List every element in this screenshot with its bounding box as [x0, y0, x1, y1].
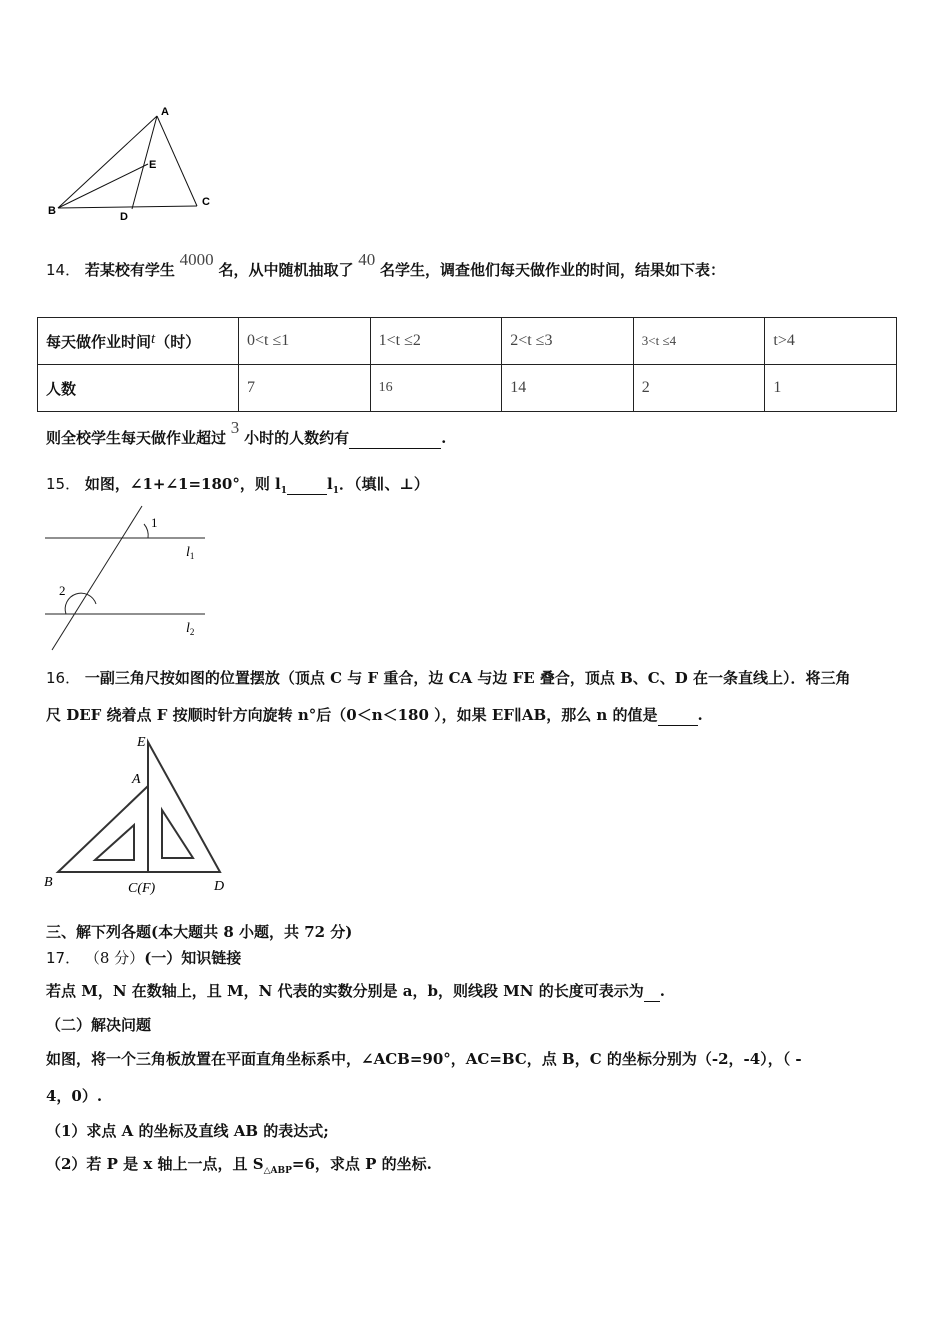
table-header-time: [38, 318, 239, 365]
q14-total: 4000: [179, 250, 214, 269]
label-cf16: C(F): [128, 881, 156, 896]
q17-sub2-subscript: △ABP: [263, 1166, 292, 1176]
q14-end: .: [441, 429, 447, 447]
angle2-label: 2: [59, 583, 66, 598]
triangle-abc-figure: [40, 100, 230, 230]
q14-answer-blank: [349, 428, 441, 449]
q17-sub2-text: （2）若 P 是 x 轴上一点，且 S: [46, 1155, 264, 1173]
q15-text: 如图，∠1+∠1=180°，则 l: [84, 475, 281, 493]
label-c: C: [202, 196, 210, 208]
q15-number: 15．: [46, 475, 81, 493]
homework-time-table: [37, 317, 897, 412]
label-a: A: [161, 106, 169, 118]
q14-question: [46, 418, 447, 449]
q14-text2: 名，从中随机抽取了: [218, 261, 354, 279]
q17-number: 17．: [46, 949, 81, 967]
q15-tail: ．（填∥、⊥）: [339, 475, 429, 493]
label-e: E: [149, 159, 157, 171]
table-row: [38, 365, 897, 412]
table-cell: 2<t ≤3: [502, 318, 634, 365]
q14-sample: 40: [358, 250, 376, 269]
label-d: D: [120, 211, 128, 223]
q17-part1-end: .: [659, 982, 665, 1000]
label-b16: B: [44, 875, 53, 890]
table-cell: 1: [765, 365, 897, 412]
label-e16: E: [137, 735, 146, 750]
table-cell: 14: [502, 365, 634, 412]
q17-sub2: [46, 1154, 432, 1181]
q14-prompt: [46, 250, 726, 280]
q16-answer-blank: [658, 705, 698, 726]
q16-number: 16．: [46, 669, 81, 687]
table-cell: 16: [370, 365, 502, 412]
q14-text1: 若某校有学生: [84, 261, 175, 279]
q15-prompt: [46, 474, 429, 501]
q17-sub2-tail: =6，求点 P 的坐标.: [291, 1155, 432, 1173]
q14-ask1: 则全校学生每天做作业超过: [46, 429, 227, 447]
q16-line1: [46, 668, 850, 688]
table-cell: 0<t ≤1: [239, 318, 371, 365]
q17-part2-line1: 如图，将一个三角板放置在平面直角坐标系中，∠ACB=90°，AC=BC，点 B，C 的坐标分别为（-2，-4），（ -: [46, 1050, 802, 1068]
time-unit: （时）: [155, 332, 201, 351]
q17-score: （8 分）: [84, 949, 145, 967]
line-l1-label: $l_1$: [186, 545, 195, 561]
q16-end: .: [697, 706, 703, 724]
label-a16: A: [132, 772, 141, 787]
table-cell: 7: [239, 365, 371, 412]
line-l2-label: $l_2$: [186, 621, 195, 637]
q15-sub2: 1: [332, 486, 339, 496]
section3-title: 三、解下列各题(本大题共 8 小题，共 72 分): [46, 923, 353, 941]
label-b: B: [48, 205, 56, 217]
q17-answer-blank: [644, 981, 660, 1002]
table-cell: 1<t ≤2: [370, 318, 502, 365]
parallel-lines-figure: [40, 500, 220, 655]
label-d16: D: [214, 879, 225, 894]
q17-sub1: （1）求点 A 的坐标及直线 AB 的表达式;: [46, 1122, 329, 1140]
q14-number: 14．: [46, 261, 81, 279]
q14-text3: 名学生，调查他们每天做作业的时间，结果如下表：: [380, 261, 726, 279]
q17-part2-line2: 4，0）.: [46, 1087, 103, 1105]
time-header-label: 每天做作业时间: [46, 332, 152, 351]
time-var: t: [151, 330, 156, 347]
q16-line2: [46, 705, 703, 726]
table-cell: 3<t ≤4: [633, 318, 765, 365]
q15-answer-blank: [287, 474, 327, 495]
q17-heading: [46, 948, 241, 968]
q15-sub1: 1: [280, 486, 288, 496]
q15-mid: l: [327, 475, 333, 493]
q14-hours: 3: [230, 418, 240, 437]
table-cell: t>4: [765, 318, 897, 365]
angle1-label: 1: [151, 515, 158, 530]
q16-text2: 尺 DEF 绕着点 F 按顺时针方向旋转 n°后（0＜n＜180 ），如果 EF∥AB，那么 n 的值是: [46, 706, 658, 724]
q17-part1-text: 若点 M，N 在数轴上，且 M，N 代表的实数分别是 a，b，则线段 MN 的长度可表示为: [46, 982, 644, 1000]
q17-part2-title: （二）解决问题: [46, 1016, 152, 1034]
set-squares-figure: [40, 730, 240, 900]
table-row: [38, 318, 897, 365]
q16-text1: 一副三角尺按如图的位置摆放（顶点 C 与 F 重合，边 CA 与边 FE 叠合，顶点 B、C、D 在一条直线上）．将三角: [84, 669, 851, 687]
q17-part1: [46, 981, 665, 1002]
q14-ask2: 小时的人数约有: [244, 429, 350, 447]
table-cell: 2: [633, 365, 765, 412]
table-header-count: 人数: [38, 365, 239, 412]
q17-part1-title: (一）知识链接: [144, 949, 242, 967]
